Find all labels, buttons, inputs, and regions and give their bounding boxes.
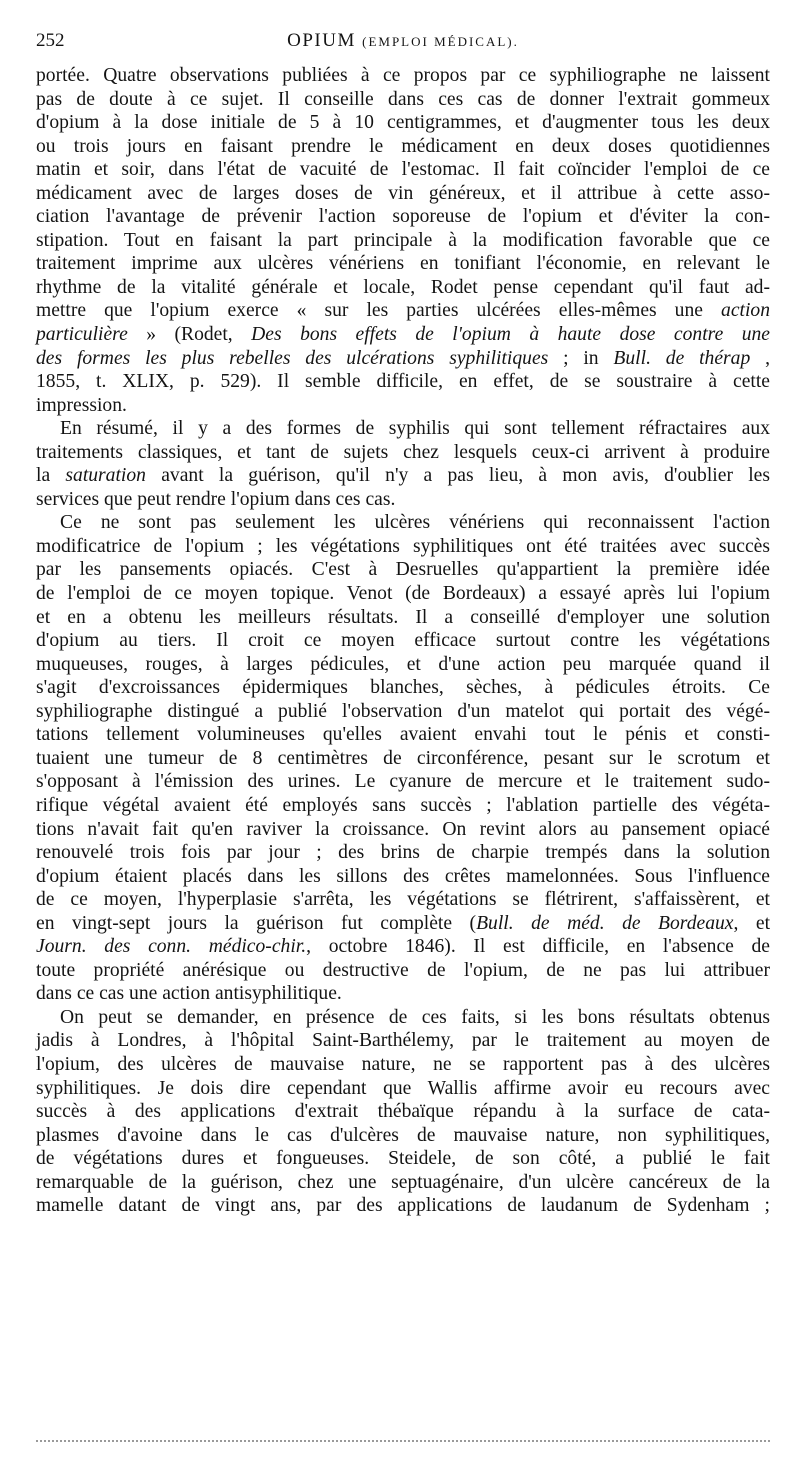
text-line: tations tellement volumineuses qu'elles avaient envahi tout le pénis et consti-	[36, 724, 770, 746]
footer-rule	[36, 1440, 770, 1442]
running-header	[36, 30, 770, 56]
text-line: particulière » (Rodet, Des bons effets de l'opium à haute dose contre une	[36, 324, 770, 346]
text-line: renouvelé trois fois par jour ; des brins de charpie trempés dans la solution	[36, 842, 770, 864]
text-line: médicament avec de larges doses de vin généreux, et il attribue à cette asso-	[36, 182, 770, 204]
text-line: mamelle datant de vingt ans, par des applications de laudanum de Sydenham ;	[36, 1195, 770, 1217]
text-line: syphilitiques. Je dois dire cependant que Wallis affirme avoir eu recours avec	[36, 1077, 770, 1099]
text-line: Ce ne sont pas seulement les ulcères vénériens qui reconnaissent l'action	[60, 512, 770, 534]
text-line: stipation. Tout en faisant la part principale à la modification favorable que ce	[36, 229, 770, 251]
text-line: de l'emploi de ce moyen topique. Venot (de Bordeaux) a essayé après lui l'opium	[36, 583, 770, 605]
text-line: toute propriété anérésique ou destructive de l'opium, de ne pas lui attribuer	[36, 959, 770, 981]
text-line: de ce moyen, l'hyperplasie s'arrêta, les végétations se flétrirent, s'affaissèrent, et	[36, 889, 770, 911]
text-line: d'opium au tiers. Il croit ce moyen efficace surtout contre les végétations	[36, 630, 770, 652]
text-line: la saturation avant la guérison, qu'il n'y a pas lieu, à mon avis, d'oublier les	[36, 465, 770, 487]
running-title-sub: (EMPLOI MÉDICAL).	[362, 34, 519, 49]
text-line: traitement imprime aux ulcères vénériens en tonifiant l'économie, en relevant le	[36, 253, 770, 275]
text-line: d'opium à la dose initiale de 5 à 10 centigrammes, et d'augmenter tous les deux	[36, 112, 770, 134]
text-line: rhythme de la vitalité générale et locale, Rodet pense cependant qu'il faut ad-	[36, 276, 770, 298]
text-line: ou trois jours en faisant prendre le médicament en deux doses quotidiennes	[36, 135, 770, 157]
text-line: syphiliographe distingué a publié l'observation d'un matelot qui portait des végé-	[36, 700, 770, 722]
text-line: muqueuses, rouges, à larges pédicules, et d'une action peu marquée quand il	[36, 653, 770, 675]
body-text	[36, 64, 770, 1218]
text-line: dans ce cas une action antisyphilitique.	[36, 983, 342, 1005]
text-line: mettre que l'opium exerce « sur les parties ulcérées elles-mêmes une action	[36, 300, 770, 322]
text-line: portée. Quatre observations publiées à ce propos par ce syphiliographe ne laissent	[36, 65, 770, 86]
text-line: d'opium étaient placés dans les sillons des crêtes mamelonnées. Sous l'influence	[36, 865, 770, 887]
text-line: tuaient une tumeur de 8 centimètres de circonférence, pesant sur le scrotum et	[36, 747, 770, 769]
text-line: remarquable de la guérison, chez une septuagénaire, d'un ulcère cancéreux de la	[36, 1171, 770, 1193]
text-line: succès à des applications d'extrait thébaïque répandu à la surface de cata-	[36, 1101, 770, 1123]
running-title-main: OPIUM	[287, 30, 356, 51]
text-line: matin et soir, dans l'état de vacuité de l'estomac. Il fait coïncider l'emploi de ce	[36, 159, 770, 181]
text-line: 1855, t. XLIX, p. 529). Il semble difficile, en effet, de se soustraire à cette	[36, 371, 770, 393]
text-line: s'agit d'excroissances épidermiques blanches, sèches, à pédicules étroits. Ce	[36, 677, 770, 699]
text-line: l'opium, des ulcères de mauvaise nature, ne se rapportent pas à des ulcères	[36, 1053, 770, 1075]
text-line: jadis à Londres, à l'hôpital Saint-Barthélemy, par le traitement au moyen de	[36, 1030, 770, 1052]
running-title	[36, 30, 770, 52]
text-line: de végétations dures et fongueuses. Steidele, de son côté, a publié le fait	[36, 1148, 770, 1170]
text-line: On peut se demander, en présence de ces faits, si les bons résultats obtenus	[60, 1006, 770, 1028]
text-line: tions n'avait fait qu'en raviver la croissance. On revint alors au pansement opiacé	[36, 818, 770, 840]
text-line: par les pansements opiacés. C'est à Desruelles qu'appartient la première idée	[36, 559, 770, 581]
text-line: plasmes d'avoine dans le cas d'ulcères de mauvaise nature, non syphilitiques,	[36, 1124, 770, 1146]
text-line: traitements classiques, et tant de sujets chez lesquels ceux-ci arrivent à produire	[36, 441, 770, 463]
page-number: 252	[36, 30, 65, 51]
text-line: en vingt-sept jours la guérison fut complète (Bull. de méd. de Bordeaux, et	[36, 912, 771, 934]
text-line: rifique végétal avaient été employés sans succès ; l'ablation partielle des végéta-	[36, 794, 770, 816]
text-line: modificatrice de l'opium ; les végétations syphilitiques ont été traitées avec succès	[36, 535, 770, 557]
text-line: ciation l'avantage de prévenir l'action soporeuse de l'opium et d'éviter la con-	[36, 206, 770, 228]
text-line: Journ. des conn. médico-chir., octobre 1846). Il est difficile, en l'absence de	[36, 936, 770, 958]
text-line: services que peut rendre l'opium dans ces cas.	[36, 488, 396, 510]
text-line: pas de doute à ce sujet. Il conseille dans ces cas de donner l'extrait gommeux	[36, 88, 770, 110]
text-line: et en a obtenu les meilleurs résultats. Il a conseillé d'employer une solution	[36, 606, 770, 628]
text-line: impression.	[36, 394, 127, 416]
text-line: En résumé, il y a des formes de syphilis qui sont tellement réfractaires aux	[60, 418, 770, 440]
text-line: s'opposant à l'émission des urines. Le cyanure de mercure et le traitement sudo-	[36, 771, 770, 793]
text-line: des formes les plus rebelles des ulcérations syphilitiques ; in Bull. de thérap ,	[36, 347, 771, 369]
